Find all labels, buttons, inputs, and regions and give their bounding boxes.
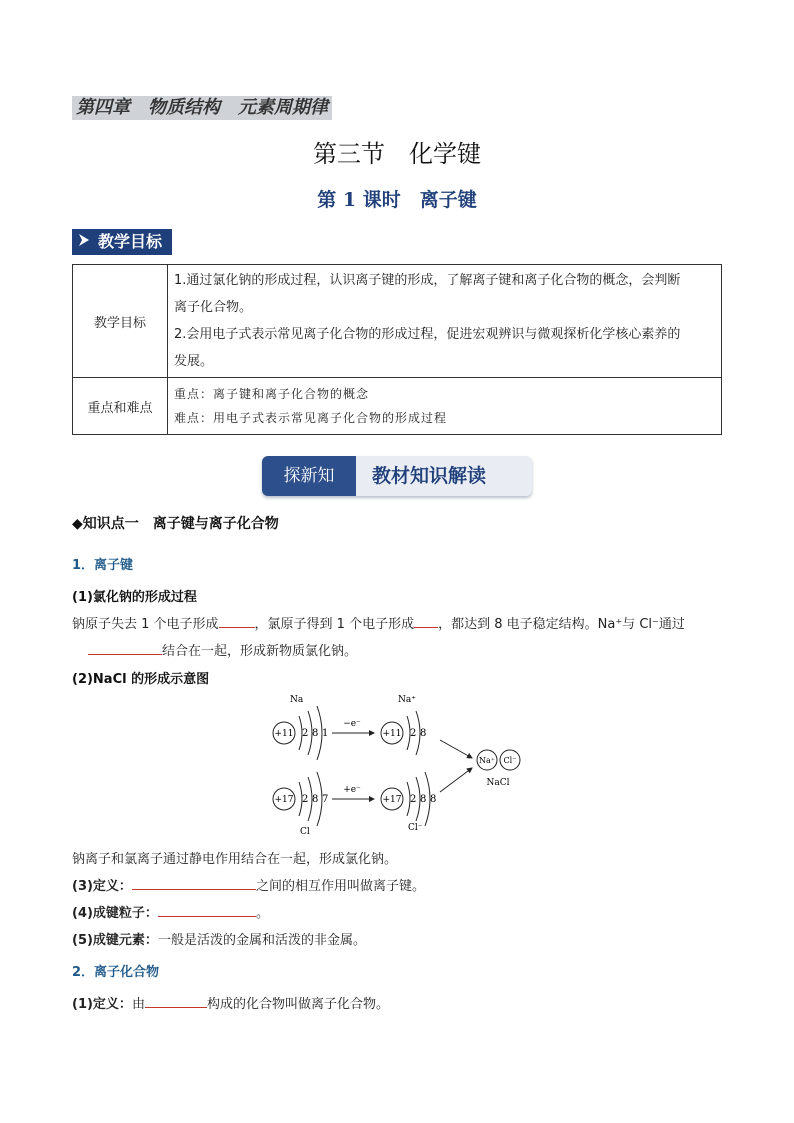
- gain-electron-label: +e⁻: [343, 785, 361, 795]
- combine-arrow: [440, 740, 472, 758]
- cl-atom-label: Cl: [300, 827, 310, 837]
- fill-blank[interactable]: [414, 614, 438, 628]
- arrow-icon: [78, 229, 92, 255]
- cl-nucleus-charge: +17: [274, 795, 294, 805]
- objectives-banner: [72, 229, 172, 255]
- sub-heading: (2)NaCl 的形成示意图: [72, 672, 210, 687]
- paragraph: [72, 640, 357, 659]
- knowledge-point-title: ◆知识点一 离子键与离子化合物: [72, 516, 279, 532]
- fill-blank[interactable]: [145, 994, 207, 1008]
- na-ion-label: Na⁺: [398, 695, 416, 705]
- shell-count: 2: [410, 794, 417, 805]
- fill-blank[interactable]: [219, 614, 255, 628]
- text: 构成的化合物叫做离子化合物。: [206, 997, 389, 1012]
- product-label: NaCl: [486, 778, 510, 788]
- objectives-table: [72, 264, 722, 435]
- shell-count: 2: [302, 794, 309, 805]
- elements-line: [72, 929, 366, 948]
- shell-count: 8: [430, 794, 437, 805]
- paragraph: [72, 613, 685, 632]
- fill-blank[interactable]: [132, 876, 256, 890]
- key-point-line: 重点：离子键和离子化合物的概念: [174, 387, 370, 401]
- subsection-title: 2．离子化合物: [72, 965, 160, 980]
- objective-line: 离子化合物。: [174, 300, 253, 315]
- row-label: 重点和难点: [73, 378, 168, 435]
- shell-count: 8: [420, 728, 427, 739]
- product-na-label: Na⁺: [479, 756, 495, 765]
- cl-ion-nucleus-charge: +17: [382, 795, 402, 805]
- chapter-heading: 第四章 物质结构 元素周期律: [72, 96, 332, 120]
- definition-line: [72, 993, 389, 1012]
- text: ，氯原子得到 1 个电子形成: [254, 617, 415, 632]
- text: 一般是活泼的金属和活泼的非金属。: [157, 933, 366, 948]
- lesson-title: 第 1 课时 离子键: [317, 189, 477, 211]
- fill-blank[interactable]: [158, 903, 256, 917]
- shell-count: 8: [312, 728, 319, 739]
- lose-electron-label: −e⁻: [343, 719, 361, 729]
- na-ion-nucleus-charge: +11: [382, 729, 402, 739]
- table-row: [73, 378, 722, 435]
- difficulty-line: 难点：用电子式表示常见离子化合物的形成过程: [174, 411, 448, 425]
- combine-arrow: [440, 768, 472, 792]
- na-atom-label: Na: [290, 695, 304, 705]
- banner-right-label: 教材知识解读: [372, 465, 487, 487]
- objective-line: 2.会用电子式表示常见离子化合物的形成过程，促进宏观辨识与微观探析化学核心素养的: [174, 327, 681, 342]
- banner-left-label: 探新知: [262, 456, 356, 496]
- shell-count: 1: [322, 728, 329, 739]
- cl-ion-label: Cl⁻: [408, 823, 423, 833]
- objective-line: 发展。: [174, 354, 214, 369]
- text: 由: [131, 997, 145, 1012]
- text: 钠原子失去 1 个电子形成: [72, 617, 219, 632]
- text: 。: [255, 906, 269, 921]
- paragraph: 钠离子和氯离子通过静电作用结合在一起，形成氯化钠。: [72, 852, 398, 867]
- text: 之间的相互作用叫做离子键。: [255, 879, 425, 894]
- subsection-title: 1．离子键: [72, 558, 134, 573]
- objective-line: 1.通过氯化钠的形成过程，认识离子键的形成，了解离子键和离子化合物的概念，会判断: [174, 273, 681, 288]
- na-nucleus-charge: +11: [274, 729, 294, 739]
- sub-heading: (1)氯化钠的形成过程: [72, 590, 197, 605]
- row-content: [168, 265, 722, 378]
- definition-line: [72, 875, 425, 894]
- knowledge-banner: [262, 456, 532, 496]
- particles-label: (4)成键粒子：: [72, 906, 158, 921]
- fill-blank[interactable]: [88, 641, 162, 655]
- shell-count: 7: [322, 794, 329, 805]
- section-title: 第三节 化学键: [313, 140, 481, 168]
- text: ，都达到 8 电子稳定结构。Na⁺与 Cl⁻通过: [438, 617, 685, 632]
- particles-line: [72, 902, 269, 921]
- shell-count: 2: [302, 728, 309, 739]
- text: 结合在一起，形成新物质氯化钠。: [162, 644, 358, 659]
- shell-count: 8: [420, 794, 427, 805]
- elements-label: (5)成键元素：: [72, 933, 158, 948]
- table-row: [73, 265, 722, 378]
- row-label: 教学目标: [73, 265, 168, 378]
- shell-count: 2: [410, 728, 417, 739]
- objectives-banner-label: 教学目标: [98, 232, 163, 251]
- nacl-formation-diagram: [262, 688, 532, 838]
- shell-count: 8: [312, 794, 319, 805]
- row-content: [168, 378, 722, 435]
- definition-label: (3)定义：: [72, 879, 132, 894]
- definition-label: (1)定义：: [72, 997, 132, 1012]
- product-cl-label: Cl⁻: [503, 756, 517, 765]
